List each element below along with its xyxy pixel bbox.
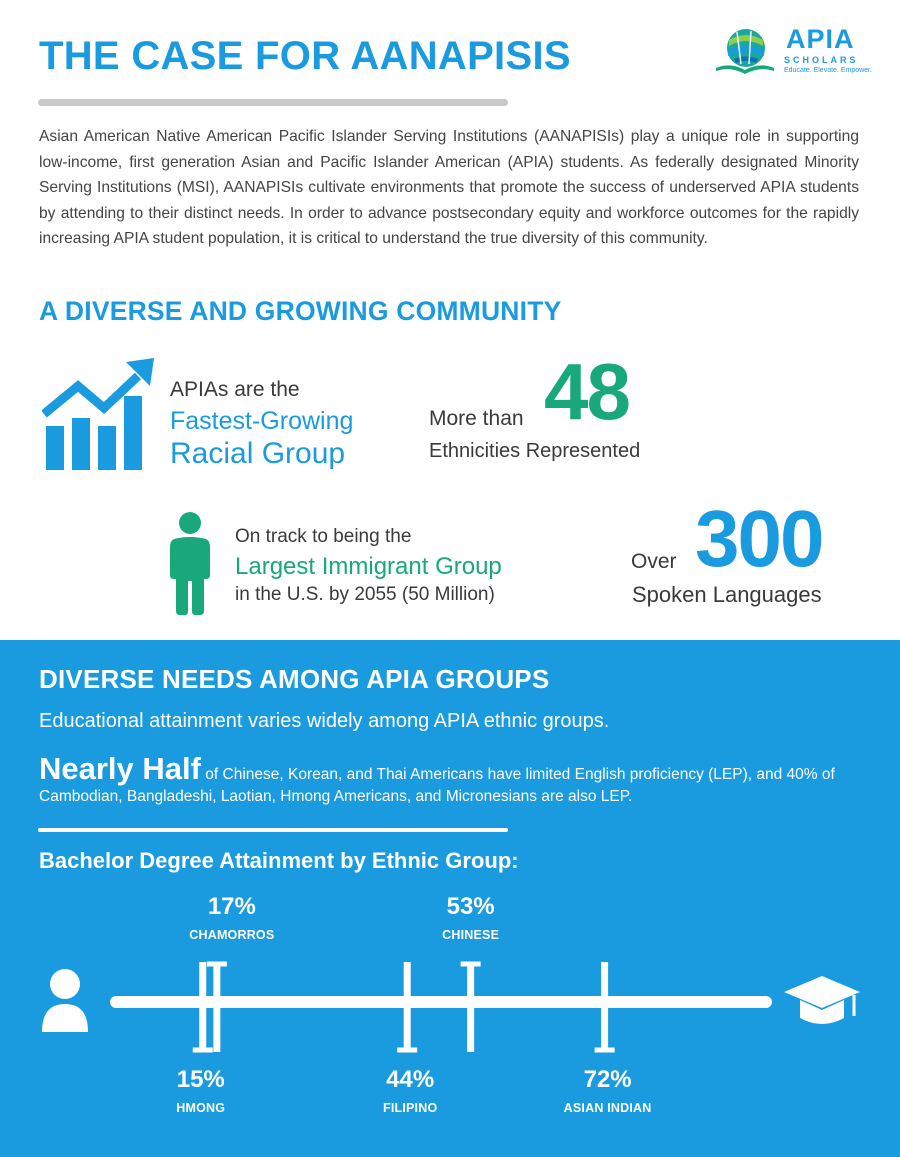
growth-chart-icon <box>42 356 158 472</box>
needs-subheading: Educational attainment varies widely among APIA ethnic groups. <box>39 710 610 732</box>
attainment-group-name: CHINESE <box>442 928 500 942</box>
ethnicities-post: Ethnicities Represented <box>429 440 641 462</box>
apia-scholars-logo <box>712 24 872 80</box>
community-heading: A DIVERSE AND GROWING COMMUNITY <box>39 296 562 326</box>
person-icon <box>168 511 212 615</box>
attainment-percent: 15% <box>176 1066 225 1093</box>
globe-book-logo-icon <box>712 26 778 78</box>
languages-pre: Over <box>631 550 677 573</box>
ethnicities-stat <box>429 347 689 467</box>
fastest-line2: Fastest-Growing <box>170 407 354 435</box>
logo-sub: SCHOLARS <box>784 55 859 65</box>
graduation-cap-icon <box>784 976 860 1024</box>
attainment-group-name: CHAMORROS <box>189 928 275 942</box>
intro-paragraph: Asian American Native American Pacific Islander Serving Institutions (AANAPISIs) play a unique role in supporting low-income, first generation Asian and Pacific Islander American (APIA) students. As federally designated Minority Serving Institutions (MSI), AANAPISIs cultivate environments that promote the success of underserved APIA students by attending to their distinct needs. In order to advance postsecondary equity and workforce outcomes for the rapidly increasing APIA student population, it is critical to understand the true diversity of this community. <box>39 128 859 247</box>
user-icon <box>42 969 88 1032</box>
languages-number: 300 <box>695 494 823 583</box>
attainment-group-name: FILIPINO <box>382 1101 438 1115</box>
immigrant-stat <box>235 526 502 606</box>
attainment-percent: 72% <box>583 1066 632 1093</box>
logo-tagline: Educate. Elevate. Empower. <box>784 67 872 74</box>
needs-section <box>0 640 900 1157</box>
attainment-percent: 44% <box>386 1066 435 1093</box>
immigrant-line1: On track to being the <box>235 526 412 547</box>
attainment-heading: Bachelor Degree Attainment by Ethnic Group: <box>39 848 519 873</box>
lep-emphasis: Nearly Half <box>39 751 201 786</box>
ethnicities-pre: More than <box>429 407 524 430</box>
page-title: THE CASE FOR AANAPISIS <box>39 34 571 78</box>
logo-name: APIA <box>786 24 855 54</box>
lep-text: of Chinese, Korean, and Thai Americans have limited English proficiency (LEP), and 40% of Cambodian, Bangladeshi, Laotian, Hmong Americans, and Micronesians are also LEP. <box>39 766 835 805</box>
attainment-group-name: HMONG <box>176 1101 226 1115</box>
fastest-growing-stat <box>170 378 353 471</box>
ethnicities-number: 48 <box>544 347 629 436</box>
attainment-group-name: ASIAN INDIAN <box>563 1101 652 1115</box>
languages-stat <box>631 494 891 614</box>
fastest-line1: APIAs are the <box>170 378 300 401</box>
needs-heading: DIVERSE NEEDS AMONG APIA GROUPS <box>39 664 550 694</box>
immigrant-line2: Largest Immigrant Group <box>235 553 502 580</box>
title-divider <box>38 99 508 106</box>
attainment-percent: 53% <box>446 893 495 920</box>
immigrant-line3: in the U.S. by 2055 (50 Million) <box>235 584 495 605</box>
fastest-line3: Racial Group <box>170 437 346 470</box>
languages-post: Spoken Languages <box>632 582 822 607</box>
attainment-percent: 17% <box>207 893 256 920</box>
